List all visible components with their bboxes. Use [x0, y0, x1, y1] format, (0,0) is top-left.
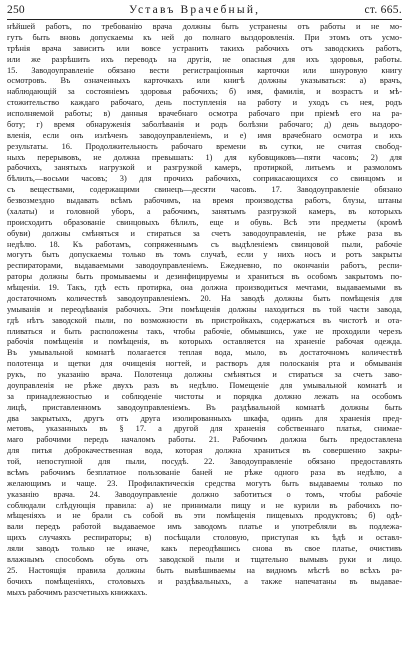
- text-line: наблюдающій за состояніемъ здоровья рабочихъ; б) имя, фамилія, и возрастъ и мѣ-: [7, 87, 402, 97]
- text-line: метовъ, указанныхъ въ § 17. а другой для храненія собственнаго платья, снимае-: [7, 424, 402, 434]
- text-line: 15. Заводоуправленіе обязано вести регистраціонныя карточки или шнуровую книгу: [7, 65, 402, 75]
- text-line: трѣнія врача зависитъ или вовсе устранить такихъ рабочихъ отъ заводскихъ работъ,: [7, 43, 402, 53]
- text-line: происходитъ образованіе свинцовыхъ бѣлилъ, еще и обувь. Всѣ эти предметы (кромѣ: [7, 217, 402, 227]
- text-line: полотенца и щетки для очищенія ногтей, и растворъ для полосканія рта и обмыванія: [7, 359, 402, 369]
- body-text: [7, 22, 402, 598]
- text-line: гдѣ нѣтъ заводской пыли, по возможности въ пристройкахъ, содержаться въ чистотѣ и ота-: [7, 315, 402, 325]
- text-line: желающимъ и чаще. 23. Профилактическія средства могутъ быть выдаваемы только по: [7, 478, 402, 488]
- text-line: мѣщеніяхъ и не брали съ собой въ эти помѣщенія пищевыхъ продуктовъ; б) одѣ-: [7, 511, 402, 521]
- text-line: безвозмездно выдавать всѣмъ рабочимъ, на время производства работъ, блузы, штаны: [7, 196, 402, 205]
- text-line: мыхъ рабочимъ разсчетныхъ книжкахъ.: [7, 587, 148, 597]
- text-line: для питья доброкачественная вода, которая должна храниться въ совершенно закры-: [7, 446, 402, 456]
- text-line: доуправленія не рѣже двухъ разъ въ недѣлю. Помещеніе для умывальной комнатѣ и: [7, 380, 402, 390]
- text-line: рукъ, по указанію врача. Полотенца должны смѣняться и стираться за счетъ заво-: [7, 370, 402, 379]
- running-head: [7, 3, 402, 17]
- text-line: всѣмъ рабочимъ безплатное пользованіе баней не рѣже одного раза въ недѣлю, а: [7, 467, 402, 477]
- text-line: щихъ случаяхъ респираторы; в) посѣщали столовую, приступая къ ѣдѣ и оставл-: [7, 533, 402, 543]
- text-line: осмотровъ. Въ означенныхъ карточкахъ или книгѣ должны указываться: а) врачъ,: [7, 76, 402, 86]
- page-number: 250: [7, 4, 25, 16]
- text-line: рабочихъ, занятыхъ нагрузкой и разгрузкой камеръ, протиркой, литьемъ и размоломъ: [7, 163, 402, 173]
- header-rule: [7, 19, 402, 20]
- text-line: результаты. 16. Продолжительность рабочаго времени въ сутки, не считая свобод-: [7, 141, 402, 151]
- text-line: раторы должны быть промываемы и дезинфицируемы и храниться въ особомъ закрытомъ по-: [7, 272, 402, 282]
- text-line: лицѣ, приставленномъ заводоуправленіемъ. Въ раздѣвальной комнатѣ должны быть: [7, 402, 402, 412]
- text-line: (халаты) и головной уборъ, а рабочимъ, занятымъ разгрузкой камеръ, въ которыхъ: [7, 206, 402, 216]
- text-line: недѣлю. 18. Къ работамъ, сопряженнымъ съ выдѣленіемъ свинцовой пыли, рабочіе: [7, 239, 402, 249]
- text-line: ляли заводъ только не иначе, какъ переодѣвшись снова въ свое платье, очистивъ: [7, 544, 402, 553]
- text-line: респираторами, выдаваемыми заводоуправленіемъ. Ежедневно, по окончаніи работъ, респи-: [7, 261, 402, 271]
- text-line: за принадлежностью и соблюденіе чистоты и порядка должно лежать на особомъ: [7, 391, 402, 401]
- text-line: 25. Настоящія правила должны быть вывѣшиваемы на видномъ мѣстѣ во всѣхъ ра-: [7, 565, 402, 575]
- text-line: стожительство каждаго рабочаго, день поступленія на работу и уходъ съ нея, родъ: [7, 98, 402, 108]
- text-line: ныхъ перерывовъ, не должна превышать: 1) для кубовщиковъ—пяти часовъ; 2) для: [7, 152, 402, 162]
- text-line: обуви) должны смѣняться и стираться за счетъ заводоуправленія, не рѣже раза въ: [7, 228, 402, 238]
- text-line: бочихъ помѣщеніяхъ, столовыхъ и раздѣвальныхъ, а также напечатаны въ выдавае-: [7, 576, 402, 586]
- text-line: достаточномъ количествѣ заводоуправленіемъ. 20. На заводѣ должны быть помѣщенія для: [7, 293, 402, 303]
- text-line: могутъ быть допускаемы только въ томъ случаѣ, если у нихъ носъ и ротъ закрыты: [7, 250, 402, 260]
- text-line: исполняемой работы; в) данныя врачебнаго осмотра рабочаго при пріемѣ его на ра-: [7, 109, 402, 118]
- text-line: влажнымъ способомъ обувь отъ заводской пыли и тщательно вымывъ руки и лицо.: [7, 554, 402, 564]
- text-line: гутъ быть вновь допускаемы къ ней до полнаго выздоровленія. При этомъ отъ усмо-: [7, 32, 402, 42]
- article-reference: ст. 665.: [364, 4, 402, 16]
- text-line: съ веществами, содержащими свинецъ—десяти часовъ. 17. Заводоуправленіе обязано: [7, 185, 402, 195]
- text-line: боту; г) время обнаруженія заболѣванія и родъ болѣзни рабочаго; д) день выздоро-: [7, 119, 402, 129]
- text-line: или же разрѣшить ихъ переводъ на другія, не опасныя для ихъ здоровья, работы.: [7, 54, 402, 64]
- text-line: той, непоступной для пыли, посудѣ. 22. Заводоуправленіе обязано предоставлять: [7, 457, 402, 466]
- running-title: Уставъ Врачебный,: [129, 4, 261, 16]
- text-line: мѣщеніи. 19. Такъ, гдѣ есть протирка, она должна производиться мечтами, выдаваемыми въ: [7, 283, 402, 292]
- text-line: нѣйшей работъ, по требованію врача должны быть устранены отъ работы и не мо-: [7, 22, 402, 31]
- text-line: Въ умывальной комнатѣ полагается теплая вода, мыло, въ достаточномъ количествѣ: [7, 348, 402, 358]
- text-line: вленія, если онъ излѣченъ заводоуправленіемъ, и е) имя врачебнаго осмотра и ихъ: [7, 130, 402, 140]
- text-line: два закрытыхъ, другъ отъ друга изолированныхъ шкафа, одинъ для храненія пред-: [7, 413, 402, 423]
- text-line: умыванія и переодѣванія рабочихъ. Эти помѣщенія должны находиться въ той части завода,: [7, 304, 402, 314]
- text-line: соблюдали слѣдующія правила: а) не принимали пищу и не курили въ рабочихъ по-: [7, 500, 402, 510]
- text-line: бѣлилъ,—восьми часовъ; 3) для прочихъ рабочихъ, соприкасающихся со свинцомъ и: [7, 174, 402, 184]
- text-line: маго рабочими передъ началомъ работы. 21. Рабочимъ должна быть предоставлена: [7, 435, 402, 445]
- text-line: указанію врача. 24. Заводоуправленіе должно заботиться о томъ, чтобы рабочіе: [7, 489, 402, 499]
- text-line: вали передъ работой выдаваемое имъ заводомъ платье и употребляли въ подлежа-: [7, 522, 402, 532]
- text-line: рабочія помѣщенія и помѣщенія, въ которыхъ оставляется на храненіе рабочая одежда.: [7, 337, 402, 347]
- text-line: пливаться и быть расположены такъ, чтобы рабочіе, обмывшись, уже не проходили черезъ: [7, 326, 402, 336]
